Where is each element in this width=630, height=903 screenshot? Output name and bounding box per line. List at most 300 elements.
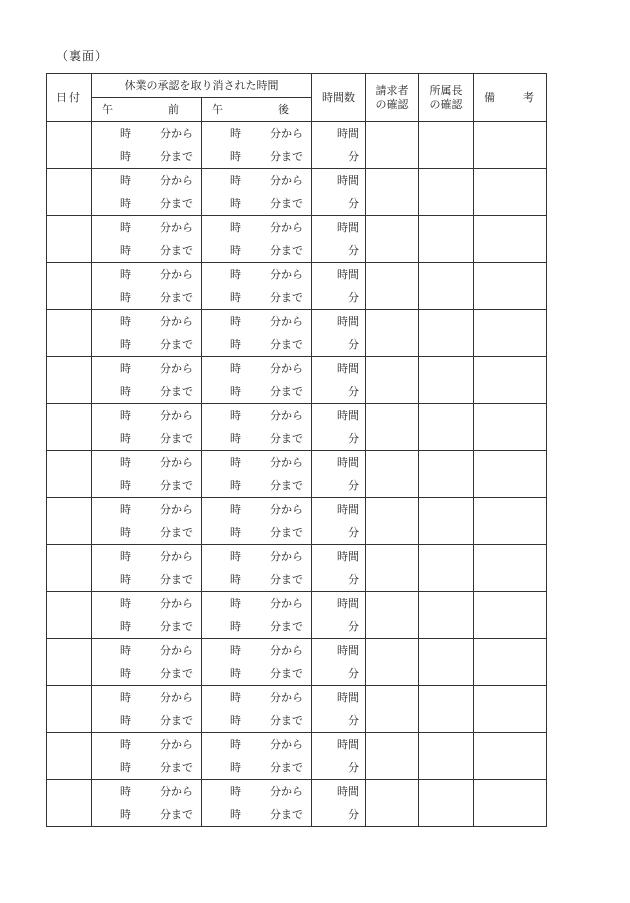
am-from-line — [92, 357, 201, 380]
pm-time-cell[interactable] — [202, 733, 312, 780]
remarks-cell[interactable] — [474, 780, 547, 827]
date-cell[interactable] — [47, 263, 92, 310]
hour-label: 時 — [120, 315, 131, 328]
duration-cell[interactable] — [312, 639, 366, 686]
director-confirm-cell[interactable] — [419, 122, 474, 169]
requester-confirm-cell[interactable] — [366, 498, 419, 545]
minute-from-label: 分から — [270, 738, 303, 751]
duration-cell[interactable] — [312, 310, 366, 357]
director-confirm-cell[interactable] — [419, 639, 474, 686]
minute-to-label: 分まで — [160, 667, 193, 680]
am-time-cell[interactable] — [92, 122, 202, 169]
hour-label: 時 — [230, 315, 241, 328]
minute-to-label: 分まで — [160, 291, 193, 304]
remarks-cell[interactable] — [474, 451, 547, 498]
am-from-line — [92, 545, 201, 568]
date-cell[interactable] — [47, 498, 92, 545]
duration-minutes-label: 分 — [348, 573, 359, 586]
am-to-line — [92, 756, 201, 779]
date-cell[interactable] — [47, 733, 92, 780]
pm-time-cell[interactable] — [202, 451, 312, 498]
minute-to-label: 分まで — [160, 479, 193, 492]
am-time-cell[interactable] — [92, 780, 202, 827]
duration-cell[interactable] — [312, 545, 366, 592]
duration-cell[interactable] — [312, 592, 366, 639]
director-confirm-cell[interactable] — [419, 498, 474, 545]
remarks-cell[interactable] — [474, 263, 547, 310]
am-time-cell[interactable] — [92, 216, 202, 263]
duration-hours-label: 時間 — [337, 691, 359, 704]
pm-to-line — [202, 380, 311, 403]
duration-minutes-line — [312, 380, 365, 403]
duration-hours-line — [312, 639, 365, 662]
am-to-line — [92, 662, 201, 685]
hour-label: 時 — [120, 432, 131, 445]
remarks-cell[interactable] — [474, 216, 547, 263]
page-label: （裏面） — [56, 49, 109, 63]
minute-from-label: 分から — [160, 503, 193, 516]
hour-label: 時 — [230, 785, 241, 798]
duration-hours-line — [312, 310, 365, 333]
duration-hours-label: 時間 — [337, 644, 359, 657]
date-cell[interactable] — [47, 639, 92, 686]
hour-label: 時 — [230, 150, 241, 163]
minute-from-label: 分から — [160, 644, 193, 657]
am-to-line — [92, 286, 201, 309]
am-to-line — [92, 145, 201, 168]
duration-minutes-line — [312, 615, 365, 638]
hour-label: 時 — [230, 808, 241, 821]
table-row — [47, 451, 547, 498]
minute-from-label: 分から — [160, 315, 193, 328]
hour-label: 時 — [120, 385, 131, 398]
minute-from-label: 分から — [270, 785, 303, 798]
hour-label: 時 — [120, 550, 131, 563]
hour-label: 時 — [120, 667, 131, 680]
duration-hours-line — [312, 357, 365, 380]
hour-label: 時 — [120, 620, 131, 633]
header-date: 日付 — [47, 74, 92, 122]
am-time-cell[interactable] — [92, 263, 202, 310]
am-time-cell[interactable] — [92, 451, 202, 498]
hour-label: 時 — [120, 503, 131, 516]
hour-label: 時 — [230, 432, 241, 445]
am-time-cell[interactable] — [92, 545, 202, 592]
pm-from-line — [202, 639, 311, 662]
requester-confirm-cell[interactable] — [366, 216, 419, 263]
minute-to-label: 分まで — [270, 573, 303, 586]
director-confirm-cell[interactable] — [419, 545, 474, 592]
requester-confirm-cell[interactable] — [366, 357, 419, 404]
hour-label: 時 — [120, 761, 131, 774]
date-cell[interactable] — [47, 310, 92, 357]
duration-minutes-label: 分 — [348, 385, 359, 398]
duration-minutes-label: 分 — [348, 197, 359, 210]
am-to-line — [92, 239, 201, 262]
director-confirm-cell[interactable] — [419, 592, 474, 639]
hour-label: 時 — [230, 550, 241, 563]
pm-time-cell[interactable] — [202, 780, 312, 827]
am-time-cell[interactable] — [92, 310, 202, 357]
pm-from-line — [202, 498, 311, 521]
pm-to-line — [202, 474, 311, 497]
am-from-line — [92, 216, 201, 239]
am-from-line — [92, 686, 201, 709]
director-confirm-cell[interactable] — [419, 404, 474, 451]
duration-cell[interactable] — [312, 498, 366, 545]
am-to-line — [92, 568, 201, 591]
duration-hours-label: 時間 — [337, 315, 359, 328]
requester-confirm-cell[interactable] — [366, 122, 419, 169]
pm-from-line — [202, 592, 311, 615]
minute-to-label: 分まで — [270, 150, 303, 163]
pm-to-line — [202, 239, 311, 262]
duration-minutes-label: 分 — [348, 620, 359, 633]
hour-label: 時 — [230, 456, 241, 469]
pm-from-line — [202, 122, 311, 145]
table-row — [47, 310, 547, 357]
requester-confirm-cell[interactable] — [366, 451, 419, 498]
hour-label: 時 — [230, 268, 241, 281]
remarks-cell[interactable] — [474, 357, 547, 404]
duration-cell[interactable] — [312, 733, 366, 780]
table-row — [47, 122, 547, 169]
remarks-cell[interactable] — [474, 639, 547, 686]
minute-to-label: 分まで — [270, 338, 303, 351]
pm-time-cell[interactable] — [202, 404, 312, 451]
hour-label: 時 — [120, 362, 131, 375]
pm-to-line — [202, 333, 311, 356]
am-to-line — [92, 333, 201, 356]
minute-to-label: 分まで — [270, 432, 303, 445]
table-row — [47, 592, 547, 639]
table-row — [47, 169, 547, 216]
pm-to-line — [202, 709, 311, 732]
hour-label: 時 — [120, 738, 131, 751]
pm-from-line — [202, 357, 311, 380]
duration-cell[interactable] — [312, 686, 366, 733]
minute-from-label: 分から — [160, 738, 193, 751]
hour-label: 時 — [120, 409, 131, 422]
minute-from-label: 分から — [160, 550, 193, 563]
duration-cell[interactable] — [312, 451, 366, 498]
table-row — [47, 216, 547, 263]
hour-label: 時 — [120, 526, 131, 539]
duration-minutes-label: 分 — [348, 526, 359, 539]
remarks-cell[interactable] — [474, 169, 547, 216]
pm-to-line — [202, 803, 311, 826]
duration-cell[interactable] — [312, 780, 366, 827]
remarks-cell[interactable] — [474, 404, 547, 451]
hour-label: 時 — [230, 503, 241, 516]
date-cell[interactable] — [47, 169, 92, 216]
minute-from-label: 分から — [270, 127, 303, 140]
director-confirm-cell[interactable] — [419, 216, 474, 263]
date-cell[interactable] — [47, 451, 92, 498]
hour-label: 時 — [230, 738, 241, 751]
director-confirm-cell[interactable] — [419, 780, 474, 827]
minute-from-label: 分から — [160, 362, 193, 375]
remarks-cell[interactable] — [474, 592, 547, 639]
am-time-cell[interactable] — [92, 169, 202, 216]
pm-from-line — [202, 733, 311, 756]
pm-time-cell[interactable] — [202, 592, 312, 639]
pm-from-line — [202, 404, 311, 427]
hour-label: 時 — [120, 597, 131, 610]
am-to-line — [92, 521, 201, 544]
pm-from-line — [202, 780, 311, 803]
date-cell[interactable] — [47, 545, 92, 592]
header-requester-confirm: 請求者 の確認 — [366, 74, 419, 122]
minute-to-label: 分まで — [160, 150, 193, 163]
minute-from-label: 分から — [270, 174, 303, 187]
minute-to-label: 分まで — [160, 620, 193, 633]
minute-from-label: 分から — [270, 644, 303, 657]
duration-hours-line — [312, 122, 365, 145]
duration-cell[interactable] — [312, 404, 366, 451]
table-row — [47, 545, 547, 592]
table-row — [47, 639, 547, 686]
pm-time-cell[interactable] — [202, 263, 312, 310]
hour-label: 時 — [120, 221, 131, 234]
header-hours: 時間数 — [312, 74, 366, 122]
minute-to-label: 分まで — [270, 244, 303, 257]
duration-cell[interactable] — [312, 357, 366, 404]
hour-label: 時 — [230, 221, 241, 234]
am-to-line — [92, 427, 201, 450]
date-cell[interactable] — [47, 404, 92, 451]
duration-cell[interactable] — [312, 122, 366, 169]
hour-label: 時 — [120, 691, 131, 704]
date-cell[interactable] — [47, 122, 92, 169]
remarks-cell[interactable] — [474, 545, 547, 592]
minute-from-label: 分から — [270, 362, 303, 375]
pm-from-line — [202, 545, 311, 568]
pm-time-cell[interactable] — [202, 545, 312, 592]
duration-hours-label: 時間 — [337, 268, 359, 281]
am-to-line — [92, 474, 201, 497]
pm-to-line — [202, 145, 311, 168]
minute-to-label: 分まで — [270, 761, 303, 774]
duration-minutes-line — [312, 756, 365, 779]
hour-label: 時 — [230, 197, 241, 210]
am-to-line — [92, 380, 201, 403]
duration-hours-label: 時間 — [337, 221, 359, 234]
minute-to-label: 分まで — [160, 714, 193, 727]
director-confirm-cell[interactable] — [419, 169, 474, 216]
duration-cell[interactable] — [312, 169, 366, 216]
duration-minutes-label: 分 — [348, 479, 359, 492]
requester-confirm-cell[interactable] — [366, 404, 419, 451]
remarks-cell[interactable] — [474, 498, 547, 545]
minute-from-label: 分から — [160, 597, 193, 610]
duration-minutes-label: 分 — [348, 244, 359, 257]
minute-to-label: 分まで — [270, 291, 303, 304]
minute-from-label: 分から — [270, 503, 303, 516]
pm-from-line — [202, 686, 311, 709]
pm-time-cell[interactable] — [202, 216, 312, 263]
date-cell[interactable] — [47, 780, 92, 827]
minute-to-label: 分まで — [160, 526, 193, 539]
hour-label: 時 — [230, 667, 241, 680]
minute-to-label: 分まで — [160, 573, 193, 586]
minute-from-label: 分から — [160, 221, 193, 234]
am-time-cell[interactable] — [92, 592, 202, 639]
duration-cell[interactable] — [312, 263, 366, 310]
duration-minutes-label: 分 — [348, 714, 359, 727]
hour-label: 時 — [120, 150, 131, 163]
pm-time-cell[interactable] — [202, 122, 312, 169]
duration-minutes-line — [312, 568, 365, 591]
duration-minutes-line — [312, 662, 365, 685]
remarks-cell[interactable] — [474, 733, 547, 780]
pm-from-line — [202, 263, 311, 286]
duration-cell[interactable] — [312, 216, 366, 263]
duration-minutes-line — [312, 239, 365, 262]
hour-label: 時 — [120, 644, 131, 657]
pm-time-cell[interactable] — [202, 686, 312, 733]
duration-hours-label: 時間 — [337, 362, 359, 375]
am-to-line — [92, 192, 201, 215]
duration-hours-label: 時間 — [337, 174, 359, 187]
am-time-cell[interactable] — [92, 686, 202, 733]
minute-from-label: 分から — [270, 550, 303, 563]
date-cell[interactable] — [47, 592, 92, 639]
minute-from-label: 分から — [160, 127, 193, 140]
hour-label: 時 — [120, 197, 131, 210]
minute-to-label: 分まで — [270, 667, 303, 680]
requester-confirm-cell[interactable] — [366, 733, 419, 780]
am-from-line — [92, 310, 201, 333]
am-to-line — [92, 615, 201, 638]
table-row — [47, 733, 547, 780]
duration-hours-line — [312, 780, 365, 803]
pm-time-cell[interactable] — [202, 169, 312, 216]
director-confirm-cell[interactable] — [419, 263, 474, 310]
pm-to-line — [202, 427, 311, 450]
hour-label: 時 — [230, 127, 241, 140]
duration-minutes-label: 分 — [348, 432, 359, 445]
am-from-line — [92, 639, 201, 662]
duration-hours-line — [312, 686, 365, 709]
requester-confirm-cell[interactable] — [366, 545, 419, 592]
duration-hours-line — [312, 545, 365, 568]
hour-label: 時 — [230, 174, 241, 187]
hour-label: 時 — [120, 244, 131, 257]
minute-from-label: 分から — [270, 268, 303, 281]
table-row — [47, 404, 547, 451]
duration-hours-line — [312, 592, 365, 615]
pm-time-cell[interactable] — [202, 498, 312, 545]
director-confirm-cell[interactable] — [419, 733, 474, 780]
duration-minutes-line — [312, 427, 365, 450]
hour-label: 時 — [230, 620, 241, 633]
minute-from-label: 分から — [160, 174, 193, 187]
requester-confirm-cell[interactable] — [366, 310, 419, 357]
date-cell[interactable] — [47, 686, 92, 733]
am-from-line — [92, 263, 201, 286]
am-time-cell[interactable] — [92, 357, 202, 404]
minute-to-label: 分まで — [160, 761, 193, 774]
date-cell[interactable] — [47, 357, 92, 404]
minute-to-label: 分まで — [160, 244, 193, 257]
requester-confirm-cell[interactable] — [366, 169, 419, 216]
am-from-line — [92, 498, 201, 521]
minute-from-label: 分から — [160, 268, 193, 281]
remarks-cell[interactable] — [474, 686, 547, 733]
duration-minutes-line — [312, 709, 365, 732]
hour-label: 時 — [120, 456, 131, 469]
hour-label: 時 — [120, 338, 131, 351]
duration-hours-label: 時間 — [337, 550, 359, 563]
date-cell[interactable] — [47, 216, 92, 263]
hour-label: 時 — [230, 644, 241, 657]
pm-to-line — [202, 756, 311, 779]
requester-confirm-cell[interactable] — [366, 686, 419, 733]
requester-confirm-cell[interactable] — [366, 780, 419, 827]
am-time-cell[interactable] — [92, 733, 202, 780]
am-from-line — [92, 592, 201, 615]
minute-from-label: 分から — [270, 691, 303, 704]
table-row — [47, 780, 547, 827]
hour-label: 時 — [230, 385, 241, 398]
pm-from-line — [202, 310, 311, 333]
requester-confirm-cell[interactable] — [366, 263, 419, 310]
director-confirm-cell[interactable] — [419, 310, 474, 357]
minute-from-label: 分から — [160, 691, 193, 704]
duration-hours-label: 時間 — [337, 409, 359, 422]
hour-label: 時 — [230, 714, 241, 727]
am-from-line — [92, 451, 201, 474]
hour-label: 時 — [120, 127, 131, 140]
am-from-line — [92, 780, 201, 803]
hour-label: 時 — [120, 785, 131, 798]
hour-label: 時 — [120, 573, 131, 586]
minute-from-label: 分から — [270, 409, 303, 422]
director-confirm-cell[interactable] — [419, 357, 474, 404]
minute-from-label: 分から — [160, 409, 193, 422]
am-to-line — [92, 709, 201, 732]
am-time-cell[interactable] — [92, 498, 202, 545]
header-pm: 午 後 — [202, 98, 312, 122]
minute-to-label: 分まで — [270, 197, 303, 210]
minute-from-label: 分から — [160, 456, 193, 469]
pm-from-line — [202, 451, 311, 474]
am-time-cell[interactable] — [92, 639, 202, 686]
director-confirm-cell[interactable] — [419, 686, 474, 733]
hour-label: 時 — [230, 244, 241, 257]
requester-confirm-cell[interactable] — [366, 639, 419, 686]
remarks-cell[interactable] — [474, 310, 547, 357]
remarks-cell[interactable] — [474, 122, 547, 169]
duration-minutes-label: 分 — [348, 808, 359, 821]
pm-time-cell[interactable] — [202, 310, 312, 357]
header-director-confirm: 所属長 の確認 — [419, 74, 474, 122]
minute-to-label: 分まで — [270, 808, 303, 821]
hour-label: 時 — [230, 573, 241, 586]
duration-hours-label: 時間 — [337, 597, 359, 610]
hour-label: 時 — [230, 409, 241, 422]
duration-hours-label: 時間 — [337, 738, 359, 751]
pm-time-cell[interactable] — [202, 357, 312, 404]
hour-label: 時 — [120, 479, 131, 492]
am-time-cell[interactable] — [92, 404, 202, 451]
requester-confirm-cell[interactable] — [366, 592, 419, 639]
pm-time-cell[interactable] — [202, 639, 312, 686]
duration-minutes-label: 分 — [348, 667, 359, 680]
director-confirm-cell[interactable] — [419, 451, 474, 498]
minute-to-label: 分まで — [160, 385, 193, 398]
